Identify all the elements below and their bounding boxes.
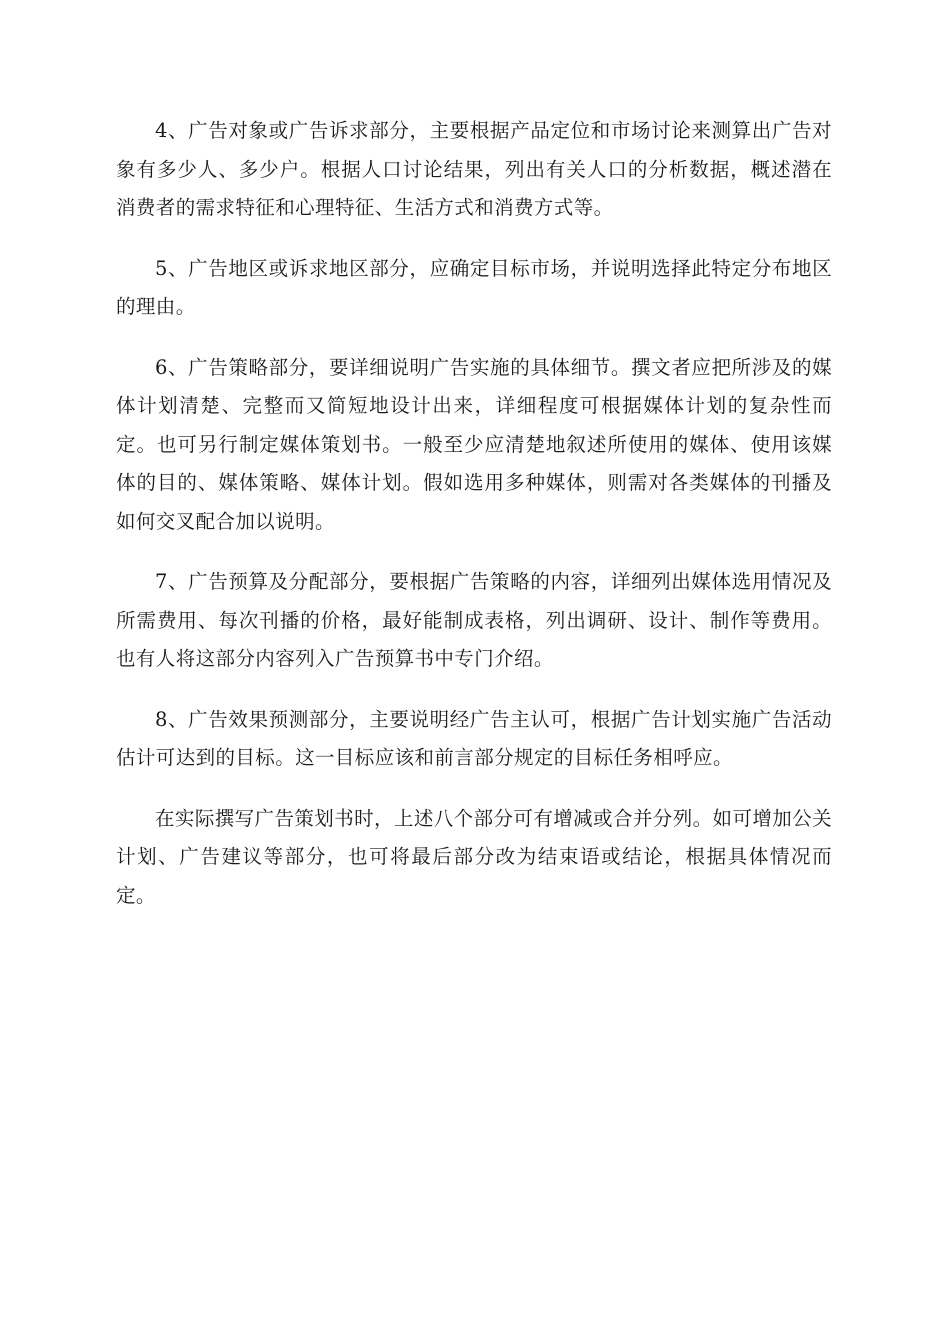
paragraph-item-4: 4、广告对象或广告诉求部分，主要根据产品定位和市场讨论来测算出广告对象有多少人、多少户。根据人口讨论结果，列出有关人口的分析数据，概述潜在消费者的需求特征和心理特征、生活方式和消费方式等。: [116, 119, 832, 219]
document-body: [116, 112, 832, 937]
paragraph-item-7: 7、广告预算及分配部分，要根据广告策略的内容，详细列出媒体选用情况及所需费用、每次刊播的价格，最好能制成表格，列出调研、设计、制作等费用。也有人将这部分内容列入广告预算书中专门介绍。: [116, 570, 832, 670]
paragraph-item-6: 6、广告策略部分，要详细说明广告实施的具体细节。撰文者应把所涉及的媒体计划清楚、完整而又简短地设计出来，详细程度可根据媒体计划的复杂性而定。也可另行制定媒体策划书。一般至少应清楚地叙述所使用的媒体、使用该媒体的目的、媒体策略、媒体计划。假如选用多种媒体，则需对各类媒体的刊播及如何交叉配合加以说明。: [116, 355, 832, 533]
paragraph-item-5: 5、广告地区或诉求地区部分，应确定目标市场，并说明选择此特定分布地区的理由。: [116, 256, 832, 318]
paragraph-conclusion: 在实际撰写广告策划书时，上述八个部分可有增减或合并分列。如可增加公关计划、广告建议等部分，也可将最后部分改为结束语或结论，根据具体情况而定。: [116, 806, 832, 907]
paragraph-item-8: 8、广告效果预测部分，主要说明经广告主认可，根据广告计划实施广告活动估计可达到的目标。这一目标应该和前言部分规定的目标任务相呼应。: [116, 707, 832, 769]
